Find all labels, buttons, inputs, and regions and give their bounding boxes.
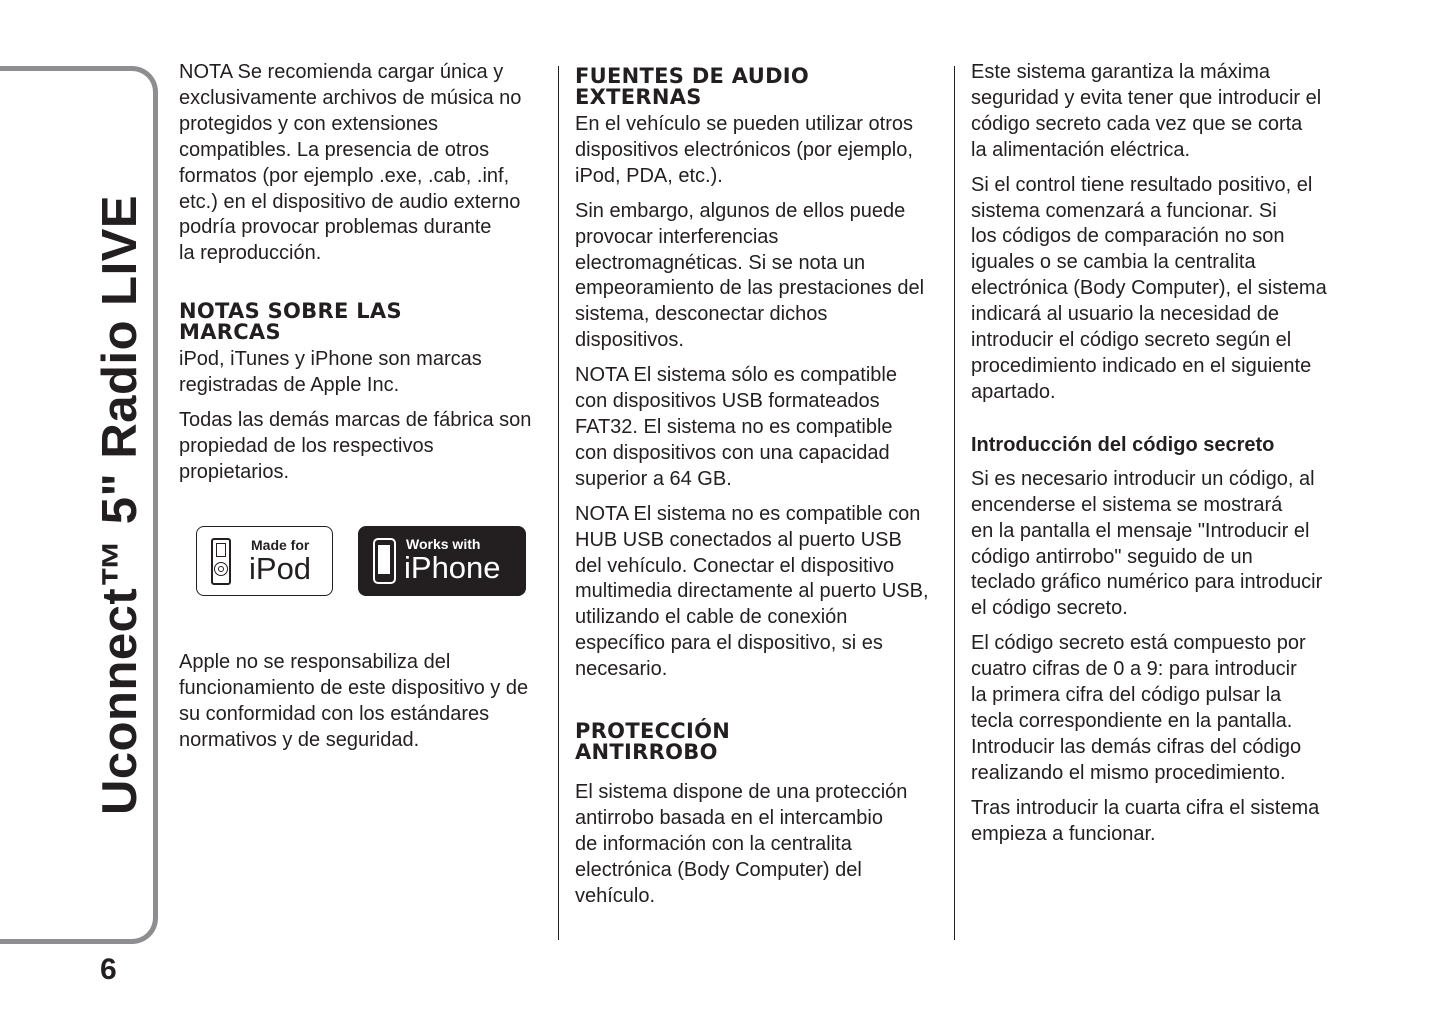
paragraph: Si es necesario introducir un código, al encenderse el sistema se mostrará en la pantalla el mensaje "Introducir el código antirrobo" seguido de un teclado gráfico numérico para introducir el código secreto. [971, 467, 1323, 620]
paragraph: Tras introducir la cuarta cifra el sistema empieza a funcionar. [971, 796, 1320, 845]
paragraph: En el vehículo se pueden utilizar otros dispositivos electrónicos (por ejemplo, iPod, PDA, etc.). [575, 113, 913, 187]
ipod-icon [211, 538, 231, 585]
made-for-ipod-badge [196, 526, 333, 596]
works-with-iphone-badge [358, 526, 526, 596]
heading-fuentes-audio: FUENTES DE AUDIO EXTERNAS [575, 64, 810, 109]
paragraph: El código secreto está compuesto por cuatro cifras de 0 a 9: para introducir la primera cifra del código pulsar la tecla correspondiente en la pantalla. Introducir las demás cifras del código realizando el mismo procedimiento. [971, 632, 1306, 784]
heading-proteccion-antirrobo: PROTECCIÓN ANTIRROBO [575, 719, 731, 765]
badge-caption: Made for [251, 536, 310, 553]
subheading-codigo-secreto: Introducción del código secreto [971, 433, 1275, 456]
note-paragraph: NOTA El sistema no es compatible con HUB USB conectados al puerto USB del vehículo. Conectar el dispositivo multimedia directamente al puerto USB, utilizando el cable de conexión específico para el dispositivo, si es necesario. [575, 502, 929, 681]
paragraph: Todas las demás marcas de fábrica son propiedad de los respectivos propietarios. [179, 409, 532, 483]
paragraph: iPod, iTunes y iPhone son marcas registradas de Apple Inc. [179, 348, 482, 397]
note-paragraph: NOTA El sistema sólo es compatible con dispositivos USB formateados FAT32. El sistema no es compatible con dispositivos con una capacidad superior a 64 GB. [575, 364, 897, 490]
section-title: Uconnect™ 5" Radio LIVE [93, 194, 147, 816]
column-1 [179, 60, 549, 762]
apple-logos [179, 500, 549, 650]
badge-product: iPhone [404, 549, 501, 585]
badge-caption: Works with [406, 535, 481, 552]
paragraph: Sin embargo, algunos de ellos puede provocar interferencias electromagnéticas. Si se nota un empeoramiento de las prestaciones del sistema, desconectar dichos dispositivos. [575, 199, 925, 352]
heading-notas-marcas: NOTAS SOBRE LAS MARCAS [179, 299, 402, 345]
note-paragraph: NOTA Se recomienda cargar única y exclusivamente archivos de música no protegidos y con extensiones compatibles. La presencia de otros formatos (por ejemplo .exe, .cab, .inf, etc.) en el dispositivo de audio externo podría provocar problemas durante la reproducción. [179, 61, 522, 265]
column-divider [954, 66, 955, 940]
column-2 [575, 60, 945, 919]
paragraph: Este sistema garantiza la máxima seguridad y evita tener que introducir el código secreto cada vez que se corta la alimentación eléctrica. [971, 61, 1322, 161]
column-3 [971, 60, 1341, 856]
badge-product: iPod [249, 550, 312, 586]
iphone-icon [373, 538, 396, 584]
paragraph: Apple no se responsabiliza del funcionamiento de este dispositivo y de su conformidad con los estándares normativos y de seguridad. [179, 650, 529, 751]
paragraph: El sistema dispone de una protección antirrobo basada en el intercambio de información con la centralita electrónica (Body Computer) del vehículo. [575, 781, 908, 907]
column-divider [558, 66, 559, 940]
paragraph: Si el control tiene resultado positivo, el sistema comenzará a funcionar. Si los códigos de comparación no son iguales o se cambia la centralita electrónica (Body Computer), el sistema indicará al usuario la necesidad de introducir el código secreto según el procedimiento indicado en el siguiente apartado. [971, 173, 1327, 403]
page-number: 6 [100, 953, 117, 986]
